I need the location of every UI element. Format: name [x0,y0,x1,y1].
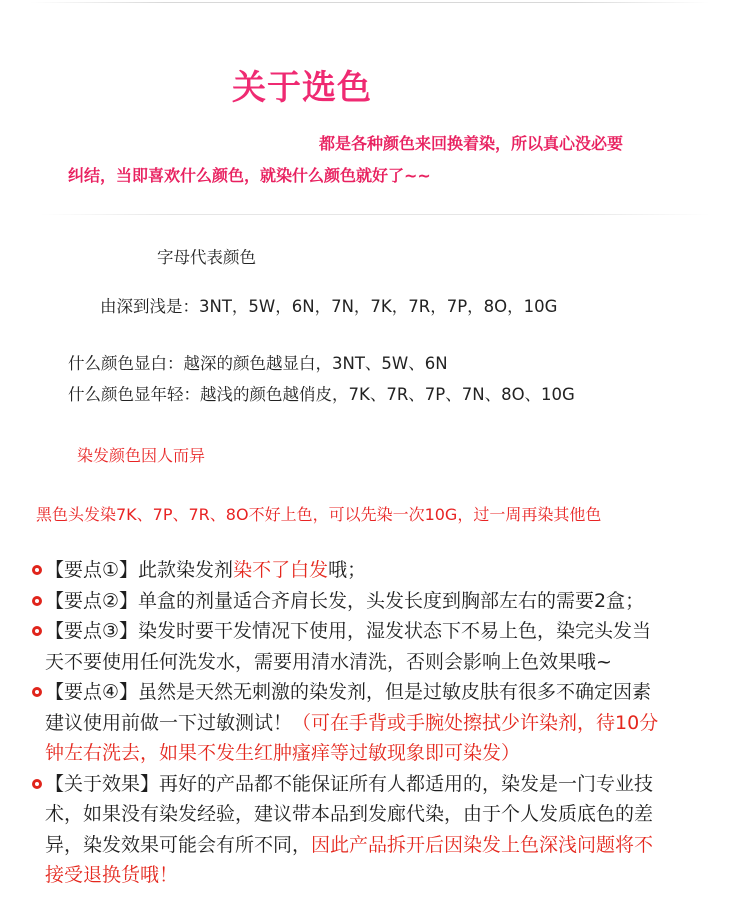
point-tag: 【要点①】 [45,559,139,581]
red-ring-icon [32,596,42,606]
color-order-line: 由深到浅是：3NT，5W，6N，7N，7K，7R，7P，8O，10G [100,297,558,316]
point-text-continued: 建议使用前做一下过敏测试！ [45,711,293,734]
point-highlight: 染不了白发 [233,559,329,581]
varies-note: 染发颜色因人而异 [77,446,206,465]
key-point-4 [32,677,747,769]
key-point-effect [32,769,747,891]
point-tag: 【关于效果】 [45,772,160,795]
point-text-continued: 术，如果没有染发经验，建议带本品到发廊代染，由于个人发质底色的差 [45,803,654,825]
youthful-colors-line: 什么颜色显年轻：越浅的颜色越俏皮，7K、7R、7P、7N、8O、10G [68,385,575,404]
point-text: 此款染发剂 [138,559,234,581]
red-ring-icon [32,565,42,575]
key-points-list [32,555,747,891]
key-point-3 [32,616,747,677]
red-ring-icon [32,779,42,789]
intro-line-1: 都是各种颜色来回换着染，所以真心没必要 [319,134,624,153]
red-ring-icon [32,626,42,636]
point-text-continued: 天不要使用任何洗发水，需要用清水清洗，否则会影响上色效果哦~ [45,650,612,673]
point-text: 染发时要干发情况下使用，湿发状态下不易上色，染完头发当 [138,620,652,642]
no-return-warning: 因此产品拆开后因染发上色深浅问题将不 [311,833,654,856]
legend-heading: 字母代表颜色 [157,248,256,267]
point-text-end: 哦； [328,559,367,581]
whitening-colors-line: 什么颜色显白：越深的颜色越显白，3NT、5W、6N [68,354,448,373]
section-divider [40,214,710,215]
intro-line-2: 纠结，当即喜欢什么颜色，就染什么颜色就好了~~ [68,166,431,185]
point-tag: 【要点④】 [45,681,139,703]
key-point-1 [32,555,747,586]
page-title: 关于选色 [232,68,372,108]
point-text: 虽然是天然无刺激的染发剂，但是过敏皮肤有很多不确定因素 [138,681,652,703]
point-text: 再好的产品都不能保证所有人都适用的，染发是一门专业技 [159,772,654,795]
red-ring-icon [32,687,42,697]
black-hair-note: 黑色头发染7K、7P、7R、8O不好上色，可以先染一次10G，过一周再染其他色 [36,505,602,524]
point-text-continued: 异，染发效果可能会有所不同， [45,833,312,856]
point-text: 单盒的剂量适合齐肩长发，头发长度到胸部左右的需要2盒； [138,589,645,612]
key-point-2 [32,586,747,617]
no-return-warning-continued: 接受退换货哦！ [45,864,179,886]
allergy-test-instructions-continued: 钟左右洗去，如果不发生红肿瘙痒等过敏现象即可染发） [45,742,521,764]
point-tag: 【要点②】 [45,589,139,612]
point-tag: 【要点③】 [45,620,139,642]
top-divider [30,2,710,3]
allergy-test-instructions: （可在手背或手腕处擦拭少许染剂，待10分 [292,711,659,734]
